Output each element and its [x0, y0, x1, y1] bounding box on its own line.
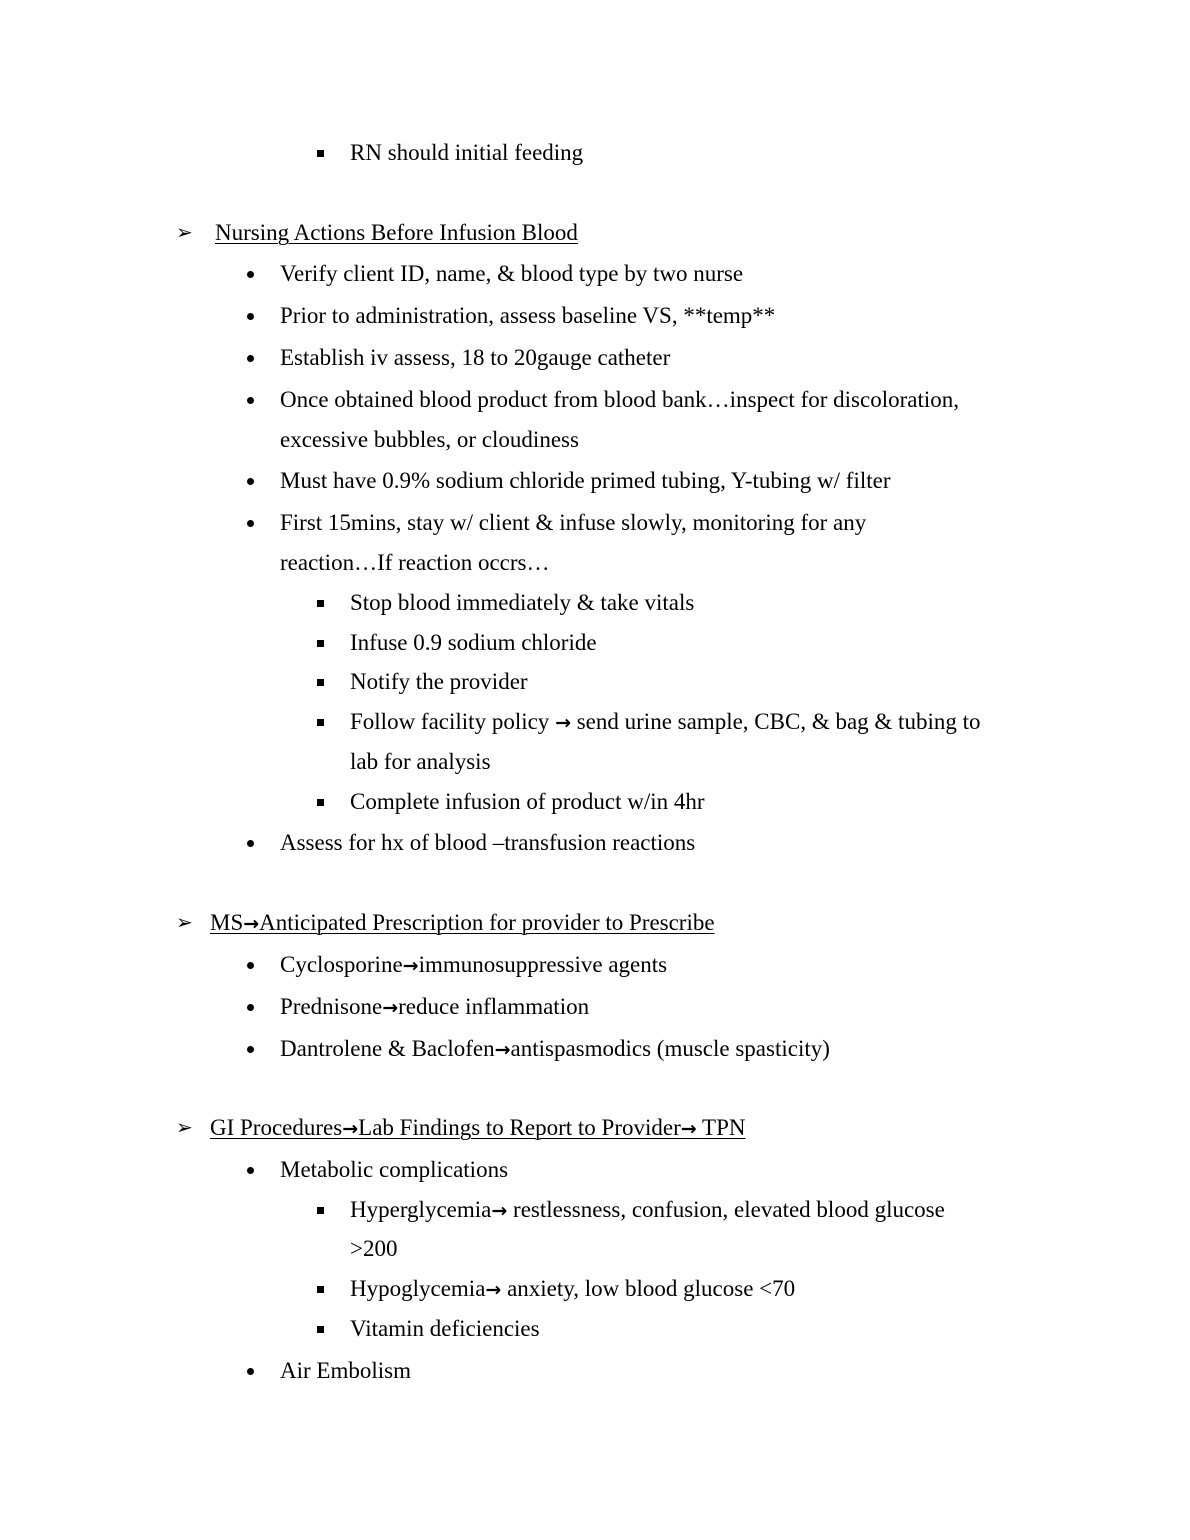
- list-item: Air Embolism: [280, 1358, 411, 1383]
- sub-list-item-continuation: lab for analysis: [350, 749, 491, 774]
- dot-bullet-icon: [247, 1046, 254, 1053]
- arrow-icon: →: [402, 955, 419, 977]
- drug-purpose: reduce inflammation: [398, 994, 590, 1019]
- list-item: Verify client ID, name, & blood type by two nurse: [280, 261, 744, 286]
- square-bullet-icon: [317, 1326, 324, 1333]
- arrow-icon: →: [555, 712, 571, 734]
- list-item: [280, 987, 589, 1027]
- dot-bullet-icon: [247, 1004, 254, 1011]
- condition-signs: anxiety, low blood glucose <70: [501, 1276, 796, 1301]
- list-item: Metabolic complications: [280, 1157, 509, 1182]
- sub-list-item-text: send urine sample, CBC, & bag & tubing to: [576, 709, 981, 734]
- dot-bullet-icon: [247, 478, 254, 485]
- square-bullet-icon: [317, 1286, 324, 1293]
- square-bullet-icon: [317, 1207, 324, 1214]
- list-item: Establish iv assess, 18 to 20gauge catheter: [280, 345, 671, 370]
- square-bullet-icon: [317, 799, 324, 806]
- dot-bullet-icon: [247, 520, 254, 527]
- section-heading: [210, 903, 715, 943]
- drug-purpose: antispasmodics (muscle spasticity): [510, 1036, 830, 1061]
- list-item: Once obtained blood product from blood bank…inspect for discoloration,: [280, 387, 959, 412]
- sub-list-item: Complete infusion of product w/in 4hr: [350, 789, 705, 814]
- condition-name: Hypoglycemia: [350, 1276, 486, 1301]
- dot-bullet-icon: [247, 355, 254, 362]
- dot-bullet-icon: [247, 1167, 254, 1174]
- arrow-icon: →: [485, 1279, 502, 1301]
- section-heading: [210, 1108, 745, 1148]
- dot-bullet-icon: [247, 271, 254, 278]
- heading-part: MS: [210, 910, 244, 935]
- dot-bullet-icon: [247, 397, 254, 404]
- sub-list-item: Notify the provider: [350, 669, 528, 694]
- arrow-icon: →: [243, 913, 260, 935]
- sub-list-item: [350, 1269, 795, 1309]
- list-item: [280, 1029, 830, 1069]
- drug-name: Dantrolene & Baclofen: [280, 1036, 495, 1061]
- sub-list-item: [350, 1190, 945, 1230]
- section-arrow-bullet-icon: ➢: [176, 912, 193, 934]
- sub-list-item-continuation: >200: [350, 1236, 398, 1261]
- dot-bullet-icon: [247, 313, 254, 320]
- drug-name: Cyclosporine: [280, 952, 403, 977]
- heading-part: Lab Findings to Report to Provider: [358, 1115, 681, 1140]
- list-item-continuation: excessive bubbles, or cloudiness: [280, 427, 579, 452]
- condition-name: Hyperglycemia: [350, 1197, 492, 1222]
- square-bullet-icon: [317, 150, 324, 157]
- square-bullet-icon: [317, 640, 324, 647]
- section-heading: Nursing Actions Before Infusion Blood: [215, 220, 578, 245]
- condition-signs: restlessness, confusion, elevated blood glucose: [507, 1197, 945, 1222]
- drug-name: Prednisone: [280, 994, 383, 1019]
- drug-purpose: immunosuppressive agents: [418, 952, 668, 977]
- dot-bullet-icon: [247, 840, 254, 847]
- section-arrow-bullet-icon: ➢: [176, 222, 193, 244]
- list-item: Prior to administration, assess baseline VS, **temp**: [280, 303, 776, 328]
- list-item: Assess for hx of blood –transfusion reactions: [280, 830, 696, 855]
- arrow-icon: →: [491, 1200, 508, 1222]
- sub-list-item-text: Follow facility policy: [350, 709, 550, 734]
- square-bullet-icon: [317, 600, 324, 607]
- square-bullet-icon: [317, 719, 324, 726]
- list-item: [280, 945, 667, 985]
- arrow-icon: →: [680, 1118, 697, 1140]
- sub-list-item: [350, 702, 980, 742]
- sub-list-item: Vitamin deficiencies: [350, 1316, 540, 1341]
- list-item: First 15mins, stay w/ client & infuse slowly, monitoring for any: [280, 510, 867, 535]
- arrow-icon: →: [494, 1039, 511, 1061]
- square-bullet-icon: [317, 679, 324, 686]
- sub-list-item: Stop blood immediately & take vitals: [350, 590, 695, 615]
- list-item: Must have 0.9% sodium chloride primed tubing, Y-tubing w/ filter: [280, 468, 891, 493]
- arrow-icon: →: [382, 997, 399, 1019]
- heading-part: GI Procedures: [210, 1115, 343, 1140]
- list-item-continuation: reaction…If reaction occrs…: [280, 550, 550, 575]
- sub-list-item: Infuse 0.9 sodium chloride: [350, 630, 597, 655]
- heading-part: Anticipated Prescription for provider to Prescribe: [259, 910, 715, 935]
- dot-bullet-icon: [247, 962, 254, 969]
- arrow-icon: →: [342, 1118, 359, 1140]
- dot-bullet-icon: [247, 1368, 254, 1375]
- section-arrow-bullet-icon: ➢: [176, 1117, 193, 1139]
- heading-part: TPN: [696, 1115, 746, 1140]
- list-item: RN should initial feeding: [350, 140, 584, 165]
